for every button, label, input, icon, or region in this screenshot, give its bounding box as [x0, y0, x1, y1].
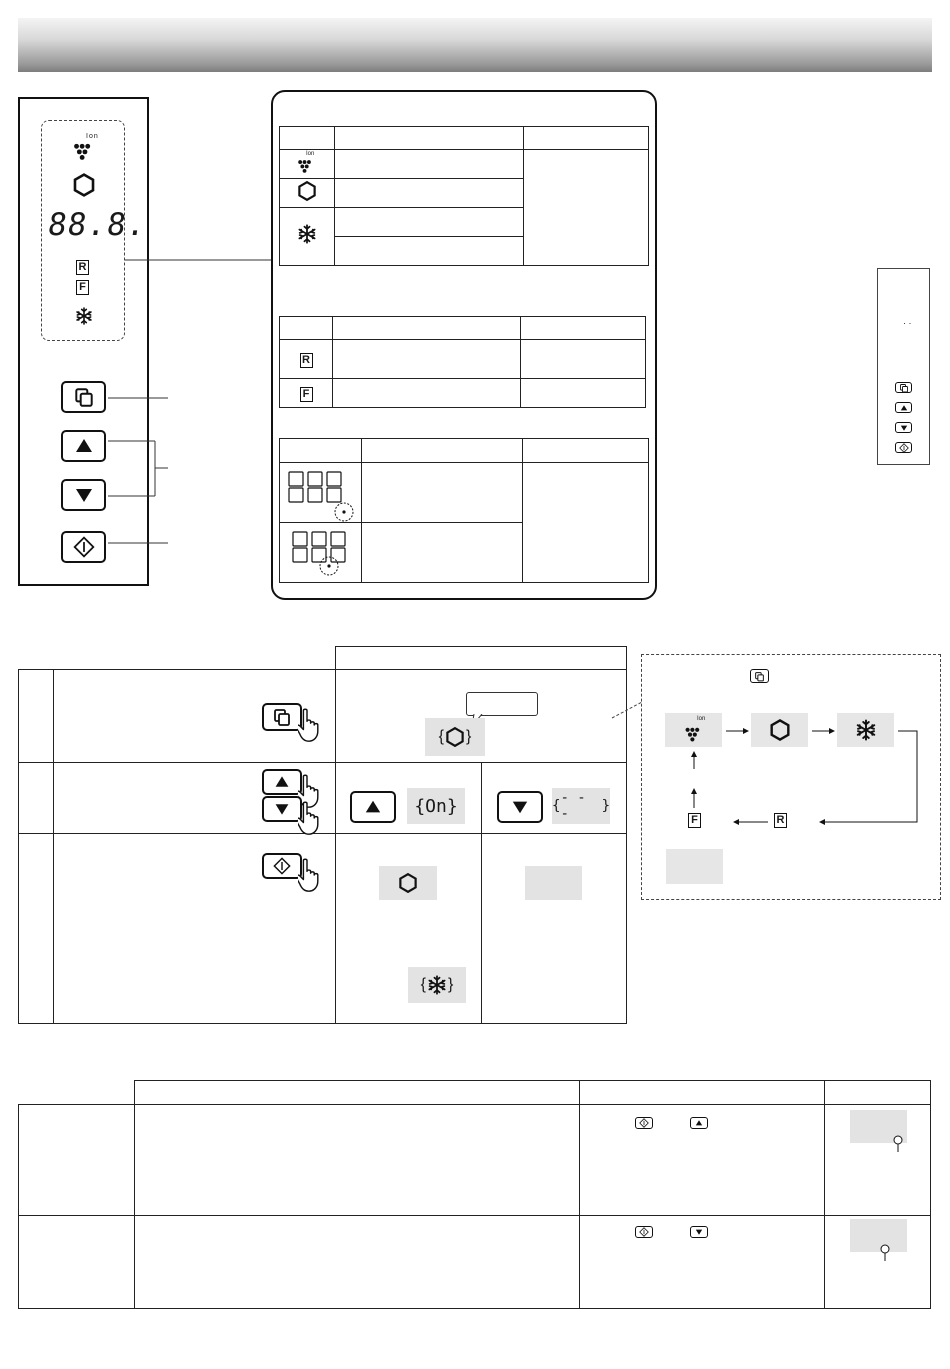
- down-arrow-icon: [695, 1228, 703, 1236]
- table-row: [19, 1105, 931, 1216]
- lock-indicator-icon: [880, 1244, 890, 1262]
- lock-function-table: [18, 1080, 931, 1309]
- refrigerator-mode-icon: R: [300, 353, 313, 368]
- set-button: [635, 1117, 653, 1129]
- unlock-display: [850, 1219, 907, 1252]
- refrigerator-mode-icon: R: [774, 813, 787, 828]
- snowflake-blinking-display: { }: [408, 967, 466, 1003]
- on-display: { On }: [407, 788, 465, 824]
- off-display-text: - - -: [560, 790, 586, 822]
- up-button: [690, 1117, 708, 1129]
- ion-label: Ion: [86, 133, 99, 140]
- on-display-text: On: [425, 795, 447, 817]
- set-button: [635, 1226, 653, 1238]
- lock-indicator-icon: [893, 1135, 903, 1153]
- seven-segment-display: 88.8.: [45, 207, 149, 243]
- set-button-icon: [639, 1227, 649, 1237]
- table-row: [19, 1216, 931, 1309]
- up-arrow-icon: [695, 1119, 703, 1127]
- ion-label: Ion: [306, 151, 315, 157]
- set-button-icon: [639, 1118, 649, 1128]
- freezer-mode-icon: F: [76, 280, 89, 295]
- off-display: { - - - }: [552, 790, 610, 822]
- refrigerator-mode-icon: R: [76, 260, 89, 275]
- mini-display-dots: · ·: [903, 318, 912, 328]
- hexagon-blinking-display: { }: [425, 718, 485, 756]
- down-button: [690, 1226, 708, 1238]
- ion-label: Ion: [697, 716, 706, 722]
- freezer-mode-icon: F: [300, 387, 313, 402]
- freezer-mode-icon: F: [688, 813, 701, 828]
